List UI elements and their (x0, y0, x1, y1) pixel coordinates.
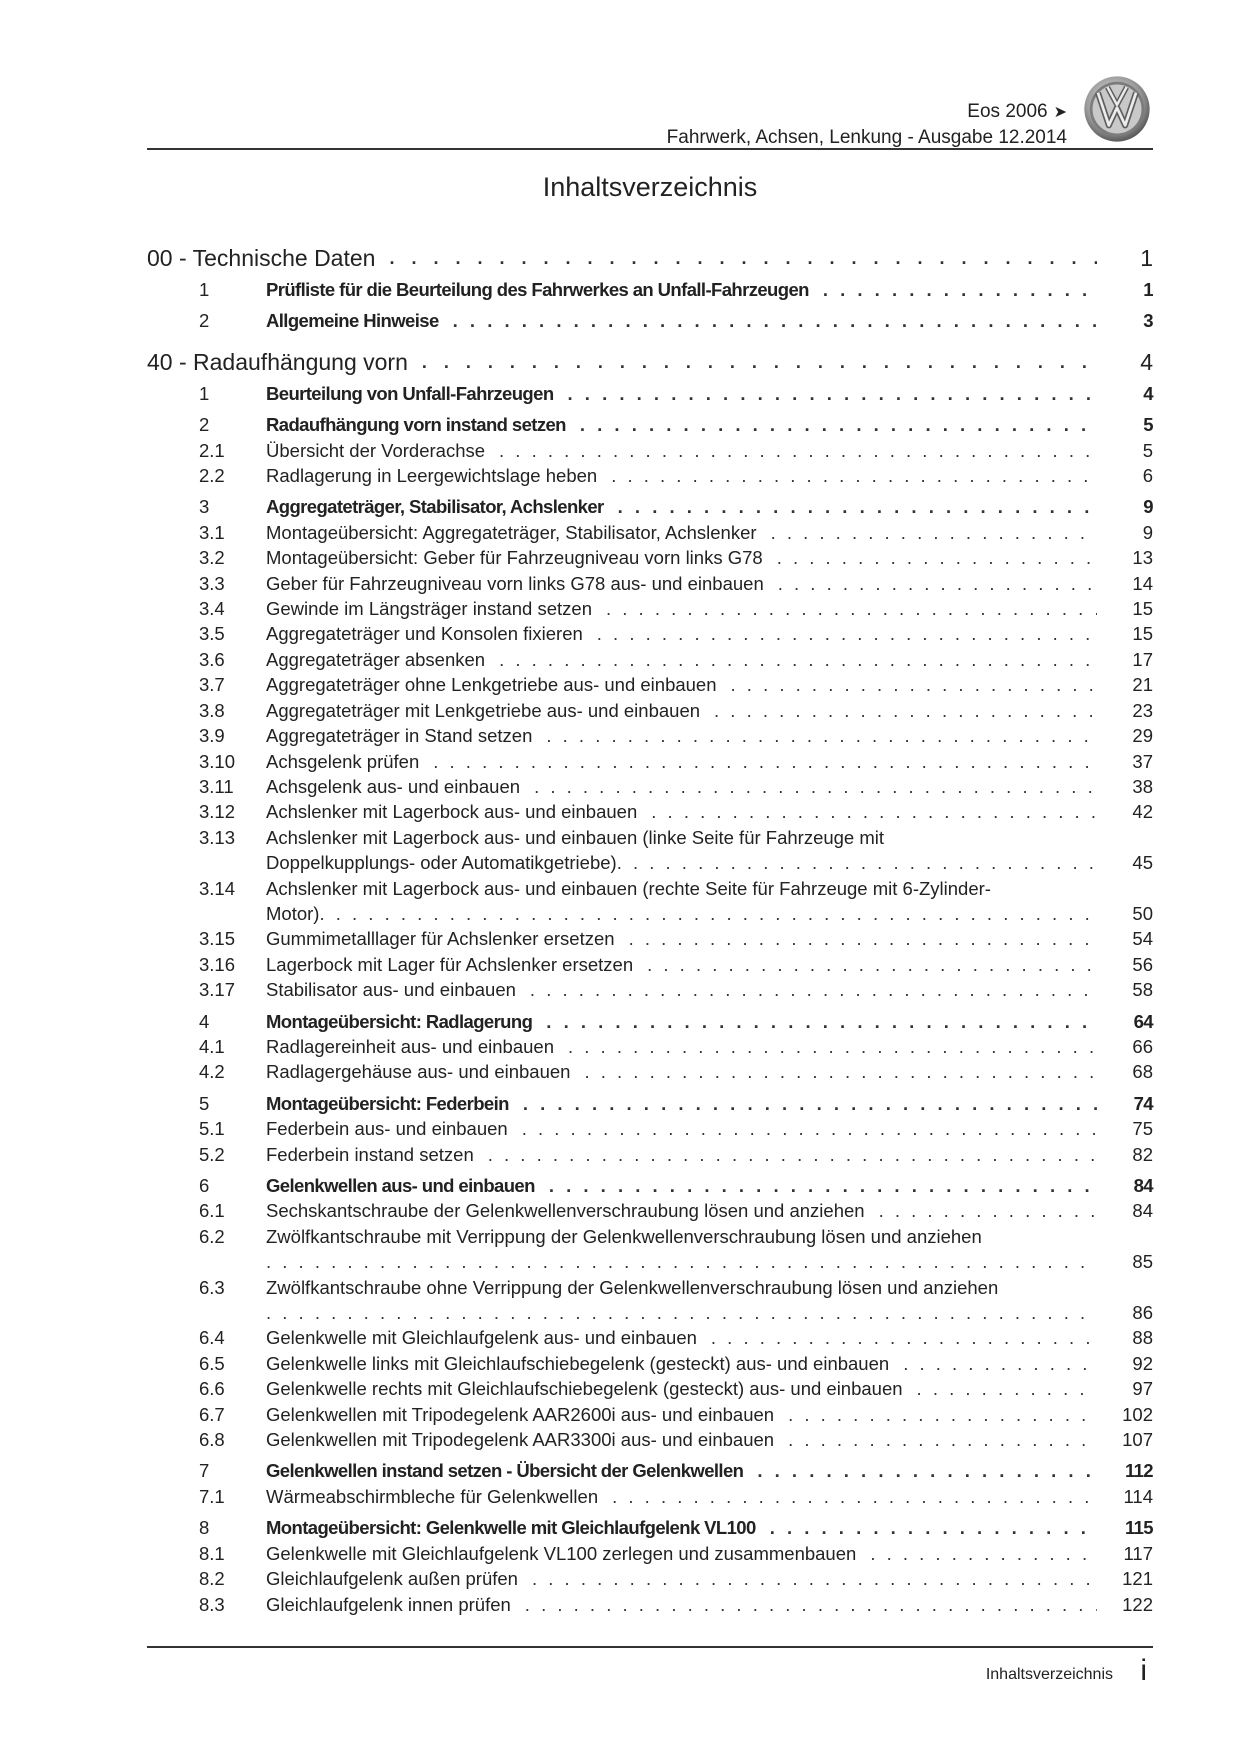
entry-body (266, 463, 1107, 488)
entry-body (266, 977, 1107, 1002)
entry-page-number: 15 (1132, 598, 1153, 620)
entry-title: Wärmeabschirmbleche für Gelenkwellen (266, 1485, 599, 1507)
entry-body (266, 1592, 1107, 1617)
entry-body (266, 1198, 1107, 1223)
table-of-contents (147, 244, 1153, 1617)
entry-page-number: 54 (1132, 928, 1153, 950)
footer-divider (147, 1646, 1153, 1648)
header-model (967, 99, 1067, 126)
entry-title: Achslenker mit Lagerbock aus- und einbauen (linke Seite für Fahrzeuge mit (266, 826, 885, 848)
dot-leader (629, 926, 1097, 951)
toc-subsection-entry[interactable] (147, 1402, 1153, 1427)
entry-title: Aggregateträger absenken (266, 648, 486, 670)
entry-body (266, 277, 1107, 302)
dot-leader (731, 672, 1097, 697)
toc-subsection-entry[interactable] (147, 1325, 1153, 1350)
entry-page-number: 45 (1132, 852, 1153, 874)
dot-leader (580, 412, 1097, 437)
entry-body (266, 672, 1107, 697)
entry-number: 3.8 (199, 699, 225, 721)
dot-leader (711, 1325, 1097, 1350)
dot-leader (597, 621, 1097, 646)
dot-leader (903, 1351, 1097, 1376)
toc-section-entry[interactable] (147, 277, 1153, 302)
dot-leader (823, 277, 1097, 302)
entry-page-number: 66 (1132, 1035, 1153, 1057)
toc-subsection-entry[interactable] (147, 1592, 1153, 1617)
entry-title: Gummimetalllager für Achslenker ersetzen (266, 928, 615, 950)
entry-page-number: 23 (1132, 699, 1153, 721)
entry-title: Montageübersicht: Gelenkwelle mit Gleichlaufgelenk VL100 (266, 1517, 756, 1539)
entry-page-number: 1 (1143, 279, 1153, 300)
toc-section-entry[interactable] (147, 308, 1153, 333)
toc-section-entry[interactable] (147, 1009, 1153, 1034)
entry-number: 8.2 (199, 1568, 225, 1590)
entry-body (266, 1566, 1107, 1591)
dot-leader (879, 1198, 1097, 1223)
toc-subsection-entry[interactable] (147, 876, 1153, 927)
entry-page-number: 21 (1132, 674, 1153, 696)
dot-leader (917, 1376, 1097, 1401)
toc-subsection-entry[interactable] (147, 438, 1153, 463)
dot-leader (530, 977, 1097, 1002)
entry-number: 3.13 (199, 826, 236, 848)
entry-title: Federbein instand setzen (266, 1143, 474, 1165)
toc-subsection-entry[interactable] (147, 545, 1153, 570)
toc-subsection-entry[interactable] (147, 1351, 1153, 1376)
entry-body (266, 1116, 1107, 1141)
toc-subsection-entry[interactable] (147, 520, 1153, 545)
dot-leader (534, 774, 1097, 799)
entry-page-number: 82 (1132, 1143, 1153, 1165)
entry-body (266, 621, 1107, 646)
entry-title: Federbein aus- und einbauen (266, 1118, 508, 1140)
entry-number: 8.3 (199, 1593, 225, 1615)
entry-number: 6.3 (199, 1276, 225, 1298)
toc-subsection-entry[interactable] (147, 1484, 1153, 1509)
dot-leader (522, 1116, 1097, 1141)
entry-number: 6.4 (199, 1327, 225, 1349)
entry-page-number: 9 (1142, 521, 1153, 543)
dot-leader (433, 749, 1097, 774)
entry-page-number: 15 (1132, 623, 1153, 645)
entry-page-number: 117 (1123, 1542, 1153, 1564)
entry-body (266, 799, 1107, 824)
toc-subsection-entry[interactable] (147, 621, 1153, 646)
entry-page-number: 84 (1133, 1175, 1153, 1196)
dot-leader (757, 1458, 1097, 1483)
toc-subsection-entry[interactable] (147, 1224, 1153, 1275)
entry-page-number: 56 (1132, 953, 1153, 975)
dot-leader (549, 1173, 1097, 1198)
entry-body (266, 1173, 1107, 1198)
entry-body (266, 596, 1107, 621)
toc-subsection-entry[interactable] (147, 647, 1153, 672)
entry-title: Gelenkwellen aus- und einbauen (266, 1175, 535, 1196)
toc-subsection-entry[interactable] (147, 952, 1153, 977)
toc-section-entry[interactable] (147, 1091, 1153, 1116)
dot-leader (618, 494, 1097, 519)
entry-body (266, 876, 1107, 927)
entry-body (266, 1325, 1107, 1350)
entry-body (266, 1458, 1107, 1483)
entry-body (266, 1351, 1107, 1376)
entry-title: Aggregateträger, Stabilisator, Achslenker (266, 496, 604, 518)
toc-subsection-entry[interactable] (147, 698, 1153, 723)
entry-number: 2 (199, 414, 210, 436)
entry-number: 3.5 (199, 623, 225, 645)
entry-body (266, 412, 1107, 437)
entry-number: 3.14 (199, 877, 236, 899)
entry-title: Montageübersicht: Aggregateträger, Stabilisator, Achslenker (266, 521, 757, 543)
entry-title: Aggregateträger ohne Lenkgetriebe aus- und einbauen (266, 674, 717, 696)
toc-chapter-heading[interactable] (147, 244, 1153, 272)
entry-body (266, 1427, 1107, 1452)
entry-page-number: 75 (1132, 1118, 1153, 1140)
entry-number: 3.16 (199, 953, 236, 975)
entry-body (266, 926, 1107, 951)
entry-body (266, 1402, 1107, 1427)
entry-number: 7 (199, 1460, 210, 1482)
dot-leader (546, 723, 1097, 748)
dot-leader (771, 520, 1097, 545)
entry-title: Übersicht der Vorderachse (266, 439, 486, 461)
entry-page-number: 121 (1122, 1568, 1153, 1590)
entry-body (266, 647, 1107, 672)
entry-title: Aggregateträger in Stand setzen (266, 725, 533, 747)
entry-title: Lagerbock mit Lager für Achslenker ersetzen (266, 953, 634, 975)
dot-leader (651, 799, 1097, 824)
toc-subsection-entry[interactable] (147, 463, 1153, 488)
toc-subsection-entry[interactable] (147, 1059, 1153, 1084)
toc-subsection-entry[interactable] (147, 1427, 1153, 1452)
entry-body (266, 1142, 1107, 1167)
entry-title-continued: Motor) (266, 902, 320, 924)
entry-page-number: 92 (1132, 1352, 1153, 1374)
dot-leader (546, 1009, 1097, 1034)
entry-body (266, 698, 1107, 723)
toc-subsection-entry[interactable] (147, 977, 1153, 1002)
entry-page-number: 5 (1142, 439, 1153, 461)
entry-number: 3.9 (199, 725, 225, 747)
dot-leader (389, 244, 1097, 272)
entry-title: Zwölfkantschraube mit Verrippung der Gelenkwellenverschraubung lösen und anziehen (266, 1225, 982, 1247)
toc-subsection-entry[interactable] (147, 1275, 1153, 1326)
dot-leader (488, 1142, 1097, 1167)
dot-leader (453, 308, 1097, 333)
entry-number: 2 (199, 310, 210, 332)
toc-subsection-entry[interactable] (147, 1116, 1153, 1141)
header-model-text: Eos 2006 (967, 101, 1048, 122)
toc-subsection-entry[interactable] (147, 774, 1153, 799)
entry-body (266, 774, 1107, 799)
entry-page-number: 97 (1132, 1378, 1153, 1400)
dot-leader (612, 1484, 1097, 1509)
footer-section-label: Inhaltsverzeichnis (985, 1666, 1113, 1683)
entry-title: Geber für Fahrzeugniveau vorn links G78 aus- und einbauen (266, 572, 764, 594)
entry-page-number: 122 (1122, 1593, 1153, 1615)
vw-logo-icon (1083, 75, 1151, 143)
dot-leader (788, 1402, 1097, 1427)
chapter-title: 00 - Technische Daten (147, 245, 376, 271)
entry-title: Gleichlaufgelenk innen prüfen (266, 1593, 511, 1615)
entry-title: Gelenkwelle mit Gleichlaufgelenk VL100 zerlegen und zusammenbauen (266, 1542, 857, 1564)
entry-title: Radaufhängung vorn instand setzen (266, 414, 566, 436)
toc-section-entry[interactable] (147, 1515, 1153, 1540)
entry-title: Gelenkwellen mit Tripodegelenk AAR2600i aus- und einbauen (266, 1403, 775, 1425)
dot-leader (525, 1592, 1097, 1617)
dot-leader (266, 1300, 1097, 1325)
entry-body (266, 723, 1107, 748)
footer-page-number: i (1140, 1654, 1147, 1687)
entry-page-number: 58 (1132, 979, 1153, 1001)
dot-leader (606, 596, 1097, 621)
entry-body (266, 1376, 1107, 1401)
entry-body (266, 1009, 1107, 1034)
entry-title: Achslenker mit Lagerbock aus- und einbauen (rechte Seite für Fahrzeuge mit 6-Zylinder- (266, 877, 991, 899)
page-title: Inhaltsverzeichnis (542, 172, 758, 202)
entry-number: 3.10 (199, 750, 236, 772)
toc-subsection-entry[interactable] (147, 749, 1153, 774)
entry-title: Gelenkwelle mit Gleichlaufgelenk aus- und einbauen (266, 1327, 697, 1349)
entry-number: 6.7 (199, 1403, 225, 1425)
entry-page-number: 37 (1132, 750, 1153, 772)
dot-leader (870, 1541, 1097, 1566)
entry-page-number: 64 (1133, 1010, 1153, 1032)
entry-number: 5 (199, 1092, 210, 1114)
toc-subsection-entry[interactable] (147, 672, 1153, 697)
toc-chapter-heading[interactable] (147, 348, 1153, 376)
entry-number: 2.2 (199, 465, 225, 487)
entry-title: Prüfliste für die Beurteilung des Fahrwerkes an Unfall-Fahrzeugen (266, 279, 809, 300)
toc-subsection-entry[interactable] (147, 1142, 1153, 1167)
entry-number: 3.6 (199, 648, 225, 670)
entry-body (266, 1091, 1107, 1116)
entry-page-number: 68 (1132, 1061, 1153, 1083)
entry-body (266, 1541, 1107, 1566)
toc-section-entry[interactable] (147, 412, 1153, 437)
entry-page-number: 4 (1143, 382, 1153, 404)
entry-number: 2.1 (199, 439, 225, 461)
entry-title: Aggregateträger mit Lenkgetriebe aus- und einbauen (266, 699, 701, 721)
dot-leader (788, 1427, 1097, 1452)
entry-title: Stabilisator aus- und einbauen (266, 979, 516, 1001)
dot-leader (778, 571, 1097, 596)
entry-title: Achsgelenk aus- und einbauen (266, 775, 521, 797)
entry-title: Radlagereinheit aus- und einbauen (266, 1035, 554, 1057)
entry-title: Radlagerung in Leergewichtslage heben (266, 465, 598, 487)
entry-page-number: 114 (1123, 1485, 1153, 1507)
entry-number: 6.6 (199, 1378, 225, 1400)
dot-leader (611, 463, 1097, 488)
entry-number: 8 (199, 1517, 210, 1539)
entry-number: 6 (199, 1175, 210, 1196)
toc-subsection-entry[interactable] (147, 825, 1153, 876)
entry-number: 3.11 (199, 775, 234, 797)
dot-leader (499, 647, 1097, 672)
dot-leader (422, 348, 1097, 376)
chapter-page-number: 4 (1140, 348, 1153, 375)
entry-body (266, 1059, 1107, 1084)
entry-body (266, 1034, 1107, 1059)
entry-page-number: 38 (1132, 775, 1153, 797)
entry-body (266, 545, 1107, 570)
entry-number: 6.8 (199, 1429, 225, 1451)
entry-body (266, 1224, 1107, 1275)
entry-body (266, 308, 1107, 333)
entry-title: Montageübersicht: Radlagerung (266, 1010, 533, 1032)
entry-title: Montageübersicht: Federbein (266, 1092, 509, 1114)
entry-page-number: 88 (1132, 1327, 1153, 1349)
entry-title: Gewinde im Längsträger instand setzen (266, 598, 592, 620)
entry-page-number: 112 (1124, 1460, 1153, 1482)
dot-leader (523, 1091, 1097, 1116)
dot-leader (714, 698, 1097, 723)
dot-leader (532, 1566, 1097, 1591)
entry-number: 7.1 (199, 1485, 225, 1507)
entry-page-number: 50 (1132, 902, 1153, 924)
entry-page-number: 42 (1132, 801, 1153, 823)
entry-number: 3.1 (199, 521, 225, 543)
toc-subsection-entry[interactable] (147, 926, 1153, 951)
toc-subsection-entry[interactable] (147, 723, 1153, 748)
toc-section-entry[interactable] (147, 494, 1153, 519)
entry-page-number: 13 (1132, 547, 1153, 569)
entry-number: 5.2 (199, 1143, 225, 1165)
entry-title: Beurteilung von Unfall-Fahrzeugen (266, 382, 554, 404)
toc-subsection-entry[interactable] (147, 799, 1153, 824)
entry-number: 1 (199, 279, 210, 300)
entry-title: Allgemeine Hinweise (266, 310, 439, 332)
toc-section-entry[interactable] (147, 1458, 1153, 1483)
toc-subsection-entry[interactable] (147, 1566, 1153, 1591)
chapter-title: 40 - Radaufhängung vorn (147, 348, 408, 375)
entry-number: 1 (199, 382, 210, 404)
entry-title: Achsgelenk prüfen (266, 750, 420, 772)
entry-title: Gleichlaufgelenk außen prüfen (266, 1568, 518, 1590)
toc-subsection-entry[interactable] (147, 571, 1153, 596)
entry-page-number: 102 (1122, 1403, 1153, 1425)
entry-number: 3.7 (199, 674, 225, 696)
entry-page-number: 14 (1132, 572, 1153, 594)
entry-title: Aggregateträger und Konsolen fixieren (266, 623, 583, 645)
arrow-right-icon: ➤ (1053, 104, 1067, 121)
entry-title: Gelenkwelle links mit Gleichlaufschiebegelenk (gesteckt) aus- und einbauen (266, 1352, 890, 1374)
entry-title-continued: Doppelkupplungs- oder Automatikgetriebe) (266, 852, 617, 874)
dot-leader (266, 1249, 1097, 1274)
dot-leader (499, 438, 1097, 463)
entry-number: 3.12 (199, 801, 236, 823)
entry-number: 4.2 (199, 1061, 225, 1083)
dot-leader (584, 1059, 1097, 1084)
entry-page-number: 3 (1143, 310, 1153, 332)
entry-number: 3 (199, 496, 210, 518)
entry-title: Sechskantschraube der Gelenkwellenverschraubung lösen und anziehen (266, 1200, 865, 1222)
entry-title: Gelenkwellen instand setzen - Übersicht der Gelenkwellen (266, 1460, 744, 1482)
toc-subsection-entry[interactable] (147, 1198, 1153, 1223)
entry-page-number: 107 (1122, 1429, 1153, 1451)
entry-number: 3.2 (199, 547, 225, 569)
entry-page-number: 9 (1143, 496, 1153, 518)
entry-number: 8.1 (199, 1542, 225, 1564)
entry-number: 3.4 (199, 598, 225, 620)
toc-subsection-entry[interactable] (147, 1376, 1153, 1401)
dot-leader (617, 850, 1097, 875)
header-subtitle: Fahrwerk, Achsen, Lenkung - Ausgabe 12.2014 (666, 127, 1067, 148)
entry-body (266, 952, 1107, 977)
entry-body (266, 1484, 1107, 1509)
entry-page-number: 29 (1132, 725, 1153, 747)
entry-body (266, 1275, 1107, 1326)
toc-subsection-entry[interactable] (147, 596, 1153, 621)
entry-page-number: 74 (1133, 1092, 1153, 1114)
entry-number: 4 (199, 1010, 210, 1032)
entry-page-number: 86 (1132, 1302, 1153, 1324)
entry-page-number: 6 (1142, 465, 1153, 487)
entry-body (266, 825, 1107, 876)
toc-subsection-entry[interactable] (147, 1034, 1153, 1059)
entry-body (266, 438, 1107, 463)
entry-body (266, 494, 1107, 519)
dot-leader (647, 952, 1097, 977)
entry-page-number: 115 (1124, 1517, 1153, 1539)
dot-leader (770, 1515, 1097, 1540)
entry-title: Montageübersicht: Geber für Fahrzeugniveau vorn links G78 (266, 547, 763, 569)
entry-title: Gelenkwelle rechts mit Gleichlaufschiebegelenk (gesteckt) aus- und einbauen (266, 1378, 903, 1400)
entry-body (266, 520, 1107, 545)
entry-number: 3.3 (199, 572, 225, 594)
dot-leader (568, 1034, 1097, 1059)
entry-number: 3.15 (199, 928, 236, 950)
toc-subsection-entry[interactable] (147, 1541, 1153, 1566)
entry-number: 3.17 (199, 979, 236, 1001)
chapter-page-number: 1 (1140, 245, 1153, 271)
entry-title: Zwölfkantschraube ohne Verrippung der Gelenkwellenverschraubung lösen und anziehen (266, 1276, 999, 1298)
toc-section-entry[interactable] (147, 1173, 1153, 1198)
entry-body (266, 1515, 1107, 1540)
header-divider (147, 148, 1153, 150)
entry-body (266, 571, 1107, 596)
entry-page-number: 85 (1132, 1251, 1153, 1273)
entry-number: 6.1 (199, 1200, 225, 1222)
entry-page-number: 5 (1143, 414, 1153, 436)
entry-title: Achslenker mit Lagerbock aus- und einbauen (266, 801, 638, 823)
entry-title: Gelenkwellen mit Tripodegelenk AAR3300i aus- und einbauen (266, 1429, 775, 1451)
entry-number: 6.2 (199, 1225, 225, 1247)
entry-page-number: 84 (1132, 1200, 1153, 1222)
dot-leader (568, 381, 1097, 406)
entry-body (266, 381, 1107, 406)
dot-leader (319, 901, 1097, 926)
dot-leader (777, 545, 1097, 570)
entry-number: 4.1 (199, 1035, 225, 1057)
entry-page-number: 17 (1132, 648, 1153, 670)
entry-body (266, 749, 1107, 774)
entry-number: 6.5 (199, 1352, 225, 1374)
entry-number: 5.1 (199, 1118, 225, 1140)
entry-title: Radlagergehäuse aus- und einbauen (266, 1061, 571, 1083)
toc-section-entry[interactable] (147, 381, 1153, 406)
